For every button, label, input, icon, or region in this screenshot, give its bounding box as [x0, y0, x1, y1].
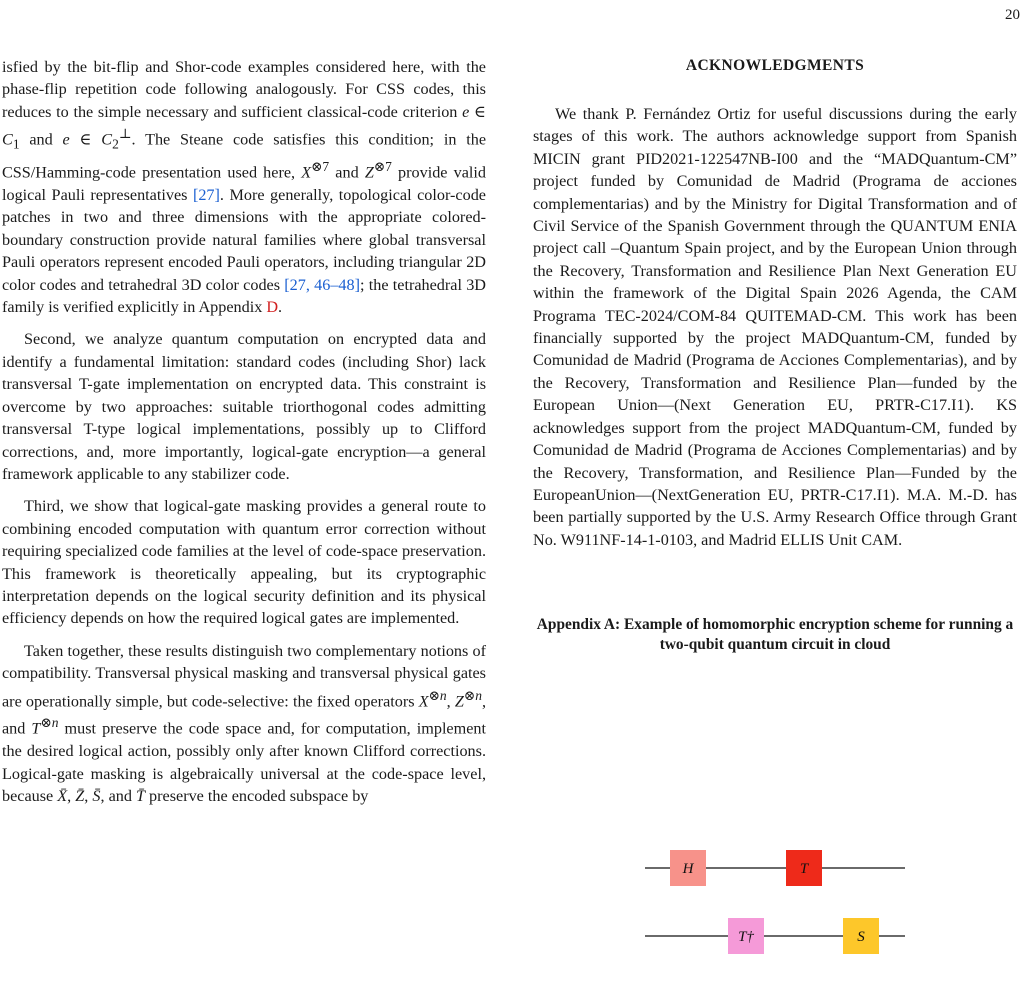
paragraph-css-criterion: isfied by the bit-flip and Shor-code examples considered here, with the phase-flip repetition code following analogously. For CSS codes, this reduces to the simple necessary and sufficient classical-code criterion e ∈ $C_1$ and e ∈ $C_2^\perp$. The Steane code satisfies this condition; in the CSS/Hamming-code presentation used here, $X^{\otimes 7}$ and $Z^{\otimes 7}$ provide valid logical Pauli representatives [27]. More generally, topological color-code patches in two and three dimensions with the appropriate colored-boundary construction provide natural families where global transversal Pauli operators represent encoded Pauli operators, including triangular 2D color codes and tetrahedral 3D color codes [27, 46–48]; the tetrahedral 3D family is verified explicitly in Appendix D. [2, 58, 487, 317]
gate-t-label: T [799, 861, 809, 877]
gate-t-dagger [728, 918, 764, 954]
paragraph-second: Second, we analyze quantum computation on encrypted data and identify a fundamental limitation: standard codes (including Shor) lack transversal T-gate implementation on encrypted data. This constraint is overcome by two approaches: suitable triorthogonal codes admitting transversal T-type logical implementations, possibly up to Clifford corrections, and, more importantly, logical-gate encryption—a general framework applicable to any stabilizer code. [2, 330, 486, 483]
gate-h-label: H [682, 861, 694, 877]
paragraph-taken-together: Taken together, these results distinguish two complementary notions of compatibility. Transversal physical masking and transversal physical gates are operationally simple, but code-selective: the fixed operators $X^{\otimes n}$, $Z^{\otimes n}$, and $T^{\otimes n}$ must preserve the code space and, for computation, implement the desired logical action, possibly only after known Clifford corrections. Logical-gate masking is algebraically universal at the code-space level, because X̄, Z̄, S̄, and T̄ preserve the encoded subspace by [2, 641, 486, 805]
left-column [2, 56, 486, 817]
quantum-circuit-diagram [640, 836, 910, 966]
appendix-a-heading: Appendix A: Example of homomorphic encryption scheme for running a two-qubit quantum circuit in cloud [536, 616, 1014, 654]
acknowledgments-heading: ACKNOWLEDGMENTS [685, 57, 865, 74]
right-column [533, 56, 1017, 655]
gate-s [843, 918, 879, 954]
gate-t-dagger-label: T† [738, 929, 754, 945]
page-number: 20 [1005, 7, 1020, 23]
paragraph-third: Third, we show that logical-gate masking provides a general route to combining encoded computation with quantum error correction without requiring specialized code families at the level of code-space preservation. This framework is theoretically appealing, but its cryptographic interpretation depends on the logical security definition and its physical efficiency depends on how the required logical gates are implemented. [2, 497, 486, 628]
citation-link[interactable]: [27, 46–48] [284, 275, 361, 294]
gate-h [670, 850, 706, 886]
citation-link[interactable]: [27] [192, 186, 220, 205]
gate-s-label: S [857, 929, 865, 945]
acknowledgments-text: We thank P. Fernández Ortiz for useful discussions during the early stages of this work. The authors acknowledge support from Spanish MICIN grant PID2021-122547NB-I00 and the “MADQuantum-CM” project funded by Comunidad de Madrid (Programa de acciones complementarias) and by the Ministry for Digital Transformation and of Civil Service of the Spanish Government through the QUANTUM ENIA project call –Quantum Spain project, and by the European Union through the Recovery, Transformation and Resilience Plan Next Generation EU within the framework of the Digital Spain 2026 Agenda, the CAM Programa TEC-2024/COM-84 QUITEMAD-CM. This work has been financially supported by the project MADQuantum-CM, funded by Comunidad de Madrid (Programa de Acciones Complementarias), and by the Recovery, Transformation and Resilience Plan—funded by the European Union—(Next Generation EU, PRTR-C17.I1). KS acknowledges support from the project MADQuantum-CM, funded by Comunidad de Madrid (Programa de Acciones Complementarias) and by the Recovery, Transformation, and Resilience Plan—Funded by the EuropeanUnion—(NextGeneration EU, PRTR-C17.I1). M.A. M.-D. has been partially supported by the U.S. Army Research Office through Grant No. W911NF-14-1-0103, and Madrid ELLIS Unit CAM. [533, 105, 1017, 549]
gate-t [786, 850, 822, 886]
appendix-link[interactable]: D [266, 298, 279, 317]
